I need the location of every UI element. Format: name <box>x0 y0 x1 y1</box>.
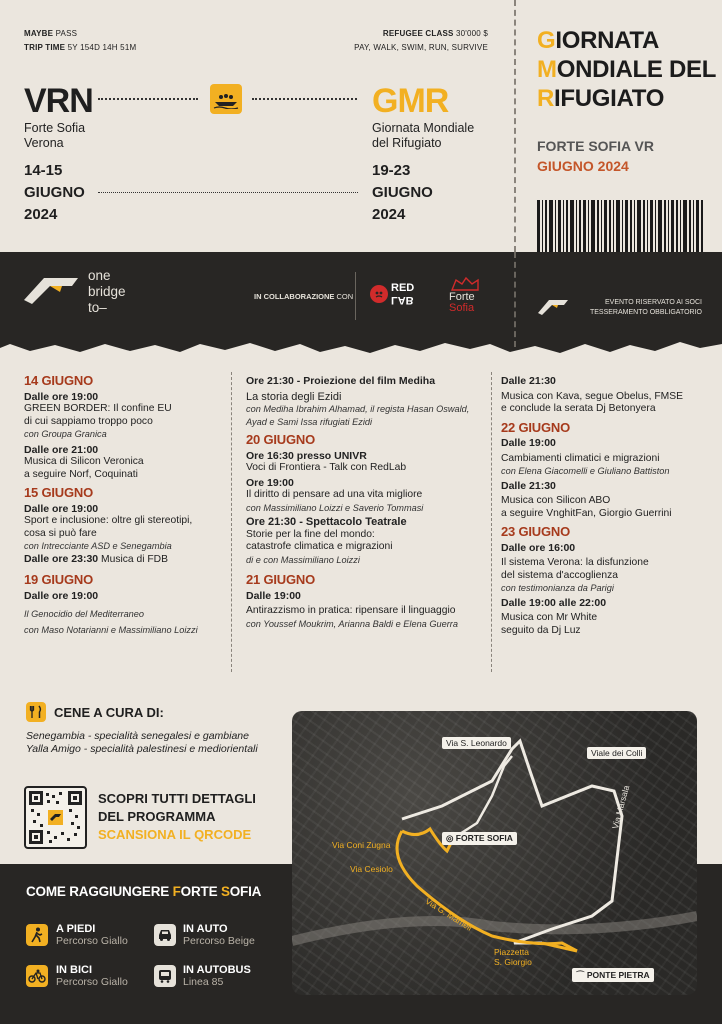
car-info: IN AUTO Percorso Beige <box>183 923 255 947</box>
day-heading: 21 GIUGNO <box>246 572 315 587</box>
food-list: Senegambia - specialità senegalesi e gambiane Yalla Amigo - specialità palestinesi e mediorientali <box>26 730 258 755</box>
maybe-pass: MAYBE PASS <box>24 29 78 38</box>
trip-time: TRIP TIME 5Y 154D 14H 51M <box>24 43 137 52</box>
day-heading: 19 GIUGNO <box>24 572 93 587</box>
from-date: 14-15 GIUGNO 2024 <box>24 162 85 223</box>
forte-sofia-logo-text: Forte Sofia <box>449 291 475 314</box>
column-divider-1 <box>231 372 232 672</box>
map-label-zugna: Via Coni Zugna <box>332 840 391 850</box>
cutlery-icon <box>26 702 46 722</box>
stub-venue: FORTE SOFIA VR GIUGNO 2024 <box>537 138 654 174</box>
route-dots-right <box>252 98 357 100</box>
walk-info: A PIEDI Percorso Giallo <box>56 923 128 947</box>
map-label-ponte-pietra: ⌒ PONTE PIETRA <box>572 968 654 982</box>
qr-pattern <box>29 791 82 844</box>
from-place: Forte Sofia Verona <box>24 121 86 150</box>
program-qr-code[interactable] <box>24 786 87 849</box>
bridge-icon: ⌒ <box>576 970 587 980</box>
car-icon <box>154 924 176 946</box>
program-column-3: Dalle 21:30 Musica con Kava, segue Obelus, FMSE e conclude la serata Dj Betonyera 22 GIUGNO Dalle 19:00 Cambiamenti climatici e migrazioni con Elena Giacomelli e Giuliano Battiston Dalle 21:30 Musica con Silicon ABO a seguire VnghitFan, Giorgio Guerrini 23 GIUGNO Dalle ore 16:00 Il sistema Verona: la disfunzione del sistema d'accoglienza con testimonianza da Parigi Dalle 19:00 alle 22:00 Musica con Mr White seguito da Dj Luz <box>501 373 706 637</box>
map-label-mameli: Via G. Mameli <box>423 895 475 933</box>
map-label-leonardo: Via S. Leonardo <box>442 737 511 749</box>
walk-icon <box>26 924 48 946</box>
barcode-graphic <box>537 200 703 252</box>
perforation-top <box>514 0 516 252</box>
redlab-logo: RED LAB <box>391 282 415 306</box>
forte-sofia-logo-mark <box>450 276 480 292</box>
bike-icon <box>26 965 48 987</box>
collab-label: IN COLLABORAZIONE CON <box>254 292 354 301</box>
map-label-cesiolo: Via Cesiolo <box>350 864 393 874</box>
qr-callout: SCOPRI TUTTI DETTAGLI DEL PROGRAMMA SCANSIONA IL QRCODE <box>98 791 256 842</box>
to-place: Giornata Mondiale del Rifugiato <box>372 121 475 150</box>
map-label-marsala: Via Marsala <box>610 784 632 830</box>
stub-title: GIORNATA MONDIALE DEL RIFUGIATO <box>537 27 717 112</box>
program-column-1: 14 GIUGNO Dalle ore 19:00 GREEN BORDER: Il confine EU di cui sappiamo troppo poco con Groupa Granica Dalle ore 21:00 Musica di Silicon Veronica a seguire Norf, Coquinati 15 GIUGNO Dalle ore 19:00 Sport e inclusione: oltre gli stereotipi, cosa si può fare con Intrecciante ASD e Senegambia Dalle ore 23:30 Musica di FDB 19 GIUGNO Dalle ore 19:00 Il Genocidio del Mediterraneo con Maso Notarianni e Massimiliano Loizzi <box>24 373 224 636</box>
column-divider-2 <box>491 372 492 672</box>
from-code: VRN <box>24 82 93 120</box>
bus-icon <box>154 965 176 987</box>
stub-logo-mark <box>538 297 570 315</box>
map-label-colli: Viale dei Colli <box>587 747 646 759</box>
day-heading: 22 GIUGNO <box>501 419 570 435</box>
day-heading: 14 GIUGNO <box>24 373 93 388</box>
trip-actions: PAY, WALK, SWIM, RUN, SURVIVE <box>354 43 488 52</box>
to-date: 19-23 GIUGNO 2024 <box>372 162 433 223</box>
day-heading: 23 GIUGNO <box>501 524 570 539</box>
map-label-piazzetta: Piazzetta S. Giorgio <box>494 947 532 967</box>
route-dots-left <box>98 98 198 100</box>
redlab-mask-icon <box>370 285 388 303</box>
band-divider <box>355 272 356 320</box>
food-title: CENE A CURA DI: <box>54 705 164 720</box>
refugee-boat-icon <box>210 84 242 114</box>
bus-info: IN AUTOBUS Linea 85 <box>183 964 251 988</box>
refugee-class: REFUGEE CLASS 30'000 $ <box>382 29 488 38</box>
map-label-forte-sofia: ◎ FORTE SOFIA <box>442 832 517 845</box>
perforation-band <box>514 252 516 347</box>
to-code: GMR <box>372 82 449 120</box>
day-heading: 15 GIUGNO <box>24 485 93 500</box>
members-only-note: EVENTO RISERVATO AI SOCI TESSERAMENTO OBBLIGATORIO <box>589 299 702 316</box>
one-bridge-to-logo-text: one bridge to– <box>88 268 126 315</box>
bike-info: IN BICI Percorso Giallo <box>56 964 128 988</box>
location-pin-icon: ◎ <box>446 833 456 843</box>
howto-title: COME RAGGIUNGERE FORTE SOFIA <box>26 884 262 899</box>
program-column-2: Ore 21:30 - Proiezione del film Mediha La storia degli Ezidi con Mediha Ibrahim Alhamad, il regista Hasan Oswald, Ayad e Sami Issa rifugiati Ezidi 20 GIUGNO Ore 16:30 presso UNIVR Voci di Frontiera - Talk con RedLab Ore 19:00 Il diritto di pensare ad una vita migliore con Massimiliano Loizzi e Saverio Tommasi Ore 21:30 - Spettacolo Teatrale Storie per la fine del mondo: catastrofe climatica e migrazioni di e con Massimiliano Loizzi 21 GIUGNO Dalle 19:00 Antirazzismo in pratica: ripensare il linguaggio con Youssef Moukrim, Arianna Baldi e Elena Guerra <box>246 373 491 630</box>
date-dots <box>98 192 358 193</box>
one-bridge-to-logo-mark <box>24 272 84 306</box>
route-map[interactable] <box>292 711 697 995</box>
day-heading: 20 GIUGNO <box>246 432 315 447</box>
